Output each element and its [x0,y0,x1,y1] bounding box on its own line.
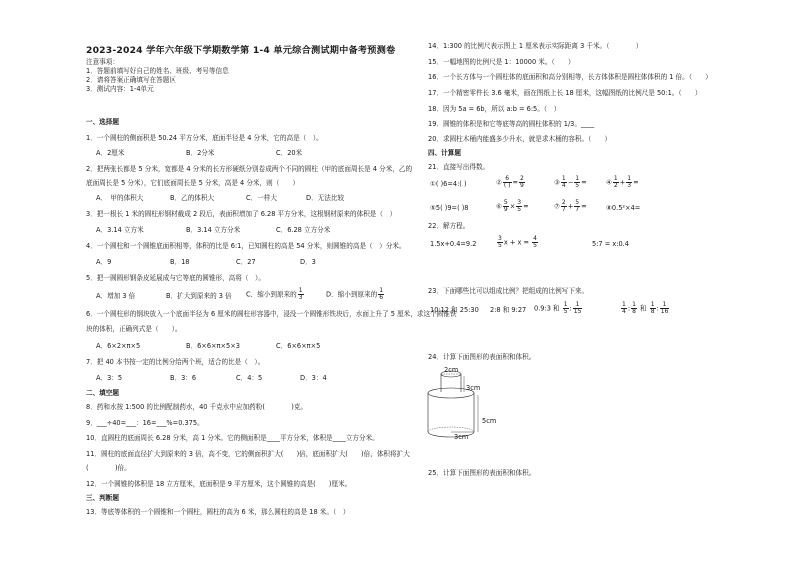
option: D．无法比较 [306,194,345,202]
section-heading: 二、填空题 [86,389,119,397]
question-18: 18．因为 5a = 6b，所以 a:b = 6:5。（ ） [428,105,561,113]
option: B．3.14 立方分米 [186,226,241,234]
option: C．缩小到原来的 $\frac{1}{3}$ [246,287,303,301]
calc-item: ② $\frac{6}{( )}$ = $\frac{2}{9}$ [496,175,524,189]
question-22: 22．解方程。 [428,222,470,230]
ratio-pair: 0.9:3 和 $\frac{1}{5}$ : $\frac{1}{15}$ [534,301,582,315]
option: C．20米 [276,149,303,157]
calc-item: ⑥ $\frac{5}{9}$ × $\frac{3}{5}$ = [496,199,529,213]
dimension-label: 3cm [466,384,481,392]
question-14: 14．1:300 的比例尺表示图上 1 厘米表示实际距离 3 千米。（ ） [428,42,643,50]
equation: 5:7 = x:0.4 [592,240,629,248]
option: B．18 [170,258,190,266]
option: A．9 [96,258,112,266]
exam-title: 2023-2024 学年六年级下学期数学第 1-4 单元综合测试期中备考预测卷 [86,45,396,56]
option: D．3 [300,258,316,266]
question-6: 6．一个圆柱形的钢块放入一个底面半径为 6 厘米的圆柱形容器中，浸没一个圆锥形铁块后，水面上升了 5 厘米，求这个圆锥铁 [86,310,457,318]
question-20: 20．求圆柱木桶内能盛多少升水，就是求木桶的容积。（ ） [428,135,612,143]
question-17: 17．一个精密零件长 3.6 毫米，画在图纸上长 18 厘米，这幅图纸的比例尺是 50:1。（ ） [428,89,702,97]
question-2-cont: 底面周长是 5 分米），它们底面周长是 5 分米，高是 4 分米，则（ ） [86,179,300,187]
calc-item: ④ $\frac{1}{2}$ + $\frac{1}{3}$ = [606,175,639,189]
option: A．3：5 [96,374,123,382]
option: C．一样大 [246,194,277,202]
dimension-label: 2cm [444,366,459,374]
question-25: 25．计算下面图形的表面积和体积。 [428,469,536,477]
question-11-cont: ( )倍。 [86,464,131,472]
fraction: $\frac{1}{3}$ [298,287,303,301]
question-15: 15．一幅地图的比例尺是 1：10000 米。（ ） [428,58,575,66]
option: B．乙的体积大 [170,194,215,202]
question-23: 23．下面哪些比可以组成比例？把组成的比例写下来。 [428,287,589,295]
option: A．2厘米 [96,149,125,157]
option: D．缩小到原来的 $\frac{1}{6}$ [326,287,384,301]
question-4: 4．一个圆柱和一个圆锥底面积相等，体积的比是 6:1，已知圆柱的高是 54 分米，则圆锥的高是（ ）分米。 [86,242,406,250]
question-12: 12．一个圆锥的体积是 18 立方厘米，底面积是 9 平方厘米，这个圆锥的高是( )厘米。 [86,480,352,488]
option: B．3：6 [170,374,197,382]
option: B．2分米 [186,149,215,157]
dimension-label: 5cm [482,417,497,425]
option: B．扩大到原来的 3 倍 [166,292,232,300]
section-heading: 四、计算题 [428,149,461,157]
question-6-cont: 块的体积，正确列式是（ ）。 [86,325,182,333]
calc-item: ⑧0.5²×4= [606,204,641,212]
option: C．4：5 [236,374,263,382]
ratio-pair: 2:8 和 9:27 [490,306,527,314]
equation: 1.5x+0.4=9.2 [430,240,477,248]
option: C．6.28 立方分米 [276,226,331,234]
option: D．3：4 [300,374,327,382]
calc-item: ③ $\frac{1}{4}$ − $\frac{1}{5}$ = [554,175,587,189]
fraction: $\frac{1}{6}$ [379,287,384,301]
question-21: 21．直接写出得数。 [428,163,490,171]
option: C．6×6×π×5 [276,342,321,350]
notice-line: 1．答题前填写好自己的姓名、班级、考号等信息 [86,67,229,75]
question-24: 24．计算下面图形的表面积和体积。 [428,353,536,361]
question-7: 7．把 40 本书按一定的比例分给两个班，适合的比是（ ）。 [86,358,265,366]
question-19: 19．圆锥的体积是和它等底等高的圆柱体积的 1/3。____ [428,120,595,128]
option: A．3.14 立方米 [96,226,144,234]
question-16: 16．一个长方体与一个圆柱体的底面积和高分别相等，长方体体积是圆柱体体积的 1 倍。（ ） [428,73,712,81]
question-1: 1．一个圆柱的侧面积是 50.24 平方分米，底面半径是 4 分米，它的高是（ ）。 [86,134,323,142]
question-10: 10．直圆柱的底面周长 6.28 分米，高 1 分米。它的侧面积是____平方分米，体积是____立方分米。 [86,434,379,442]
calc-item: ①( )6=4:( ) [430,180,467,188]
question-2: 2．把两张长都是 5 分米，宽都是 4 分米的长方形硬纸分别卷成两个不同的圆柱（甲的底面周长是 4 分米，乙的 [86,165,413,173]
option: C．27 [236,258,256,266]
calc-item: ⑤5( )9=( )8 [430,204,469,212]
section-heading: 三、判断题 [86,494,119,502]
notice-heading: 注意事项： [86,58,119,66]
question-8: 8．药和水按 1:500 的比例配制药水，40 千克水中应加药粉( )克。 [86,403,308,411]
option: A． 甲的体积大 [96,194,144,202]
notice-line: 2．请将答案正确填写在答题区 [86,76,176,84]
ratio-pair: 10:12 和 25:30 [430,306,479,314]
section-heading: 一、选择题 [86,118,119,126]
option: A．6×2×π×5 [96,342,141,350]
option: A．增加 3 倍 [96,292,136,300]
equation: $\frac{3}{5}$ x + x = $\frac{4}{5}$ [498,235,537,249]
option: B．6×6×π×5×3 [186,342,240,350]
stacked-cylinder-figure [420,362,540,452]
question-13: 13．等底等体积的一个圆锥和一个圆柱，圆柱的高为 6 米，那么圆柱的高是 18 米。（ ） [86,508,350,516]
ratio-pair: $\frac{1}{4}$ : $\frac{1}{8}$ 和 $\frac{1}{8}$ : $\frac{1}{16}$ [622,301,669,315]
question-11: 11．圆柱的底面直径扩大到原来的 3 倍，高不变，它的侧面积扩大( )倍，底面积扩大( )倍，体积将扩大 [86,450,410,458]
question-9: 9．___÷40=___：16=___%=0.375。 [86,419,204,427]
question-5: 5．把一圆圆形钢条皮延展成与它等底的圆锥形，高将（ ）。 [86,274,265,282]
calc-item: ⑦ $\frac{2}{7}$ + $\frac{5}{7}$ = [554,199,587,213]
dimension-label: 3cm [454,433,469,441]
notice-line: 3．测试内容：1-4单元 [86,85,154,93]
question-3: 3．把一根长 1 米的圆柱形钢材截成 2 段后，表面积增加了 6.28 平方分米，这根钢材原来的体积是（ ） [86,210,397,218]
